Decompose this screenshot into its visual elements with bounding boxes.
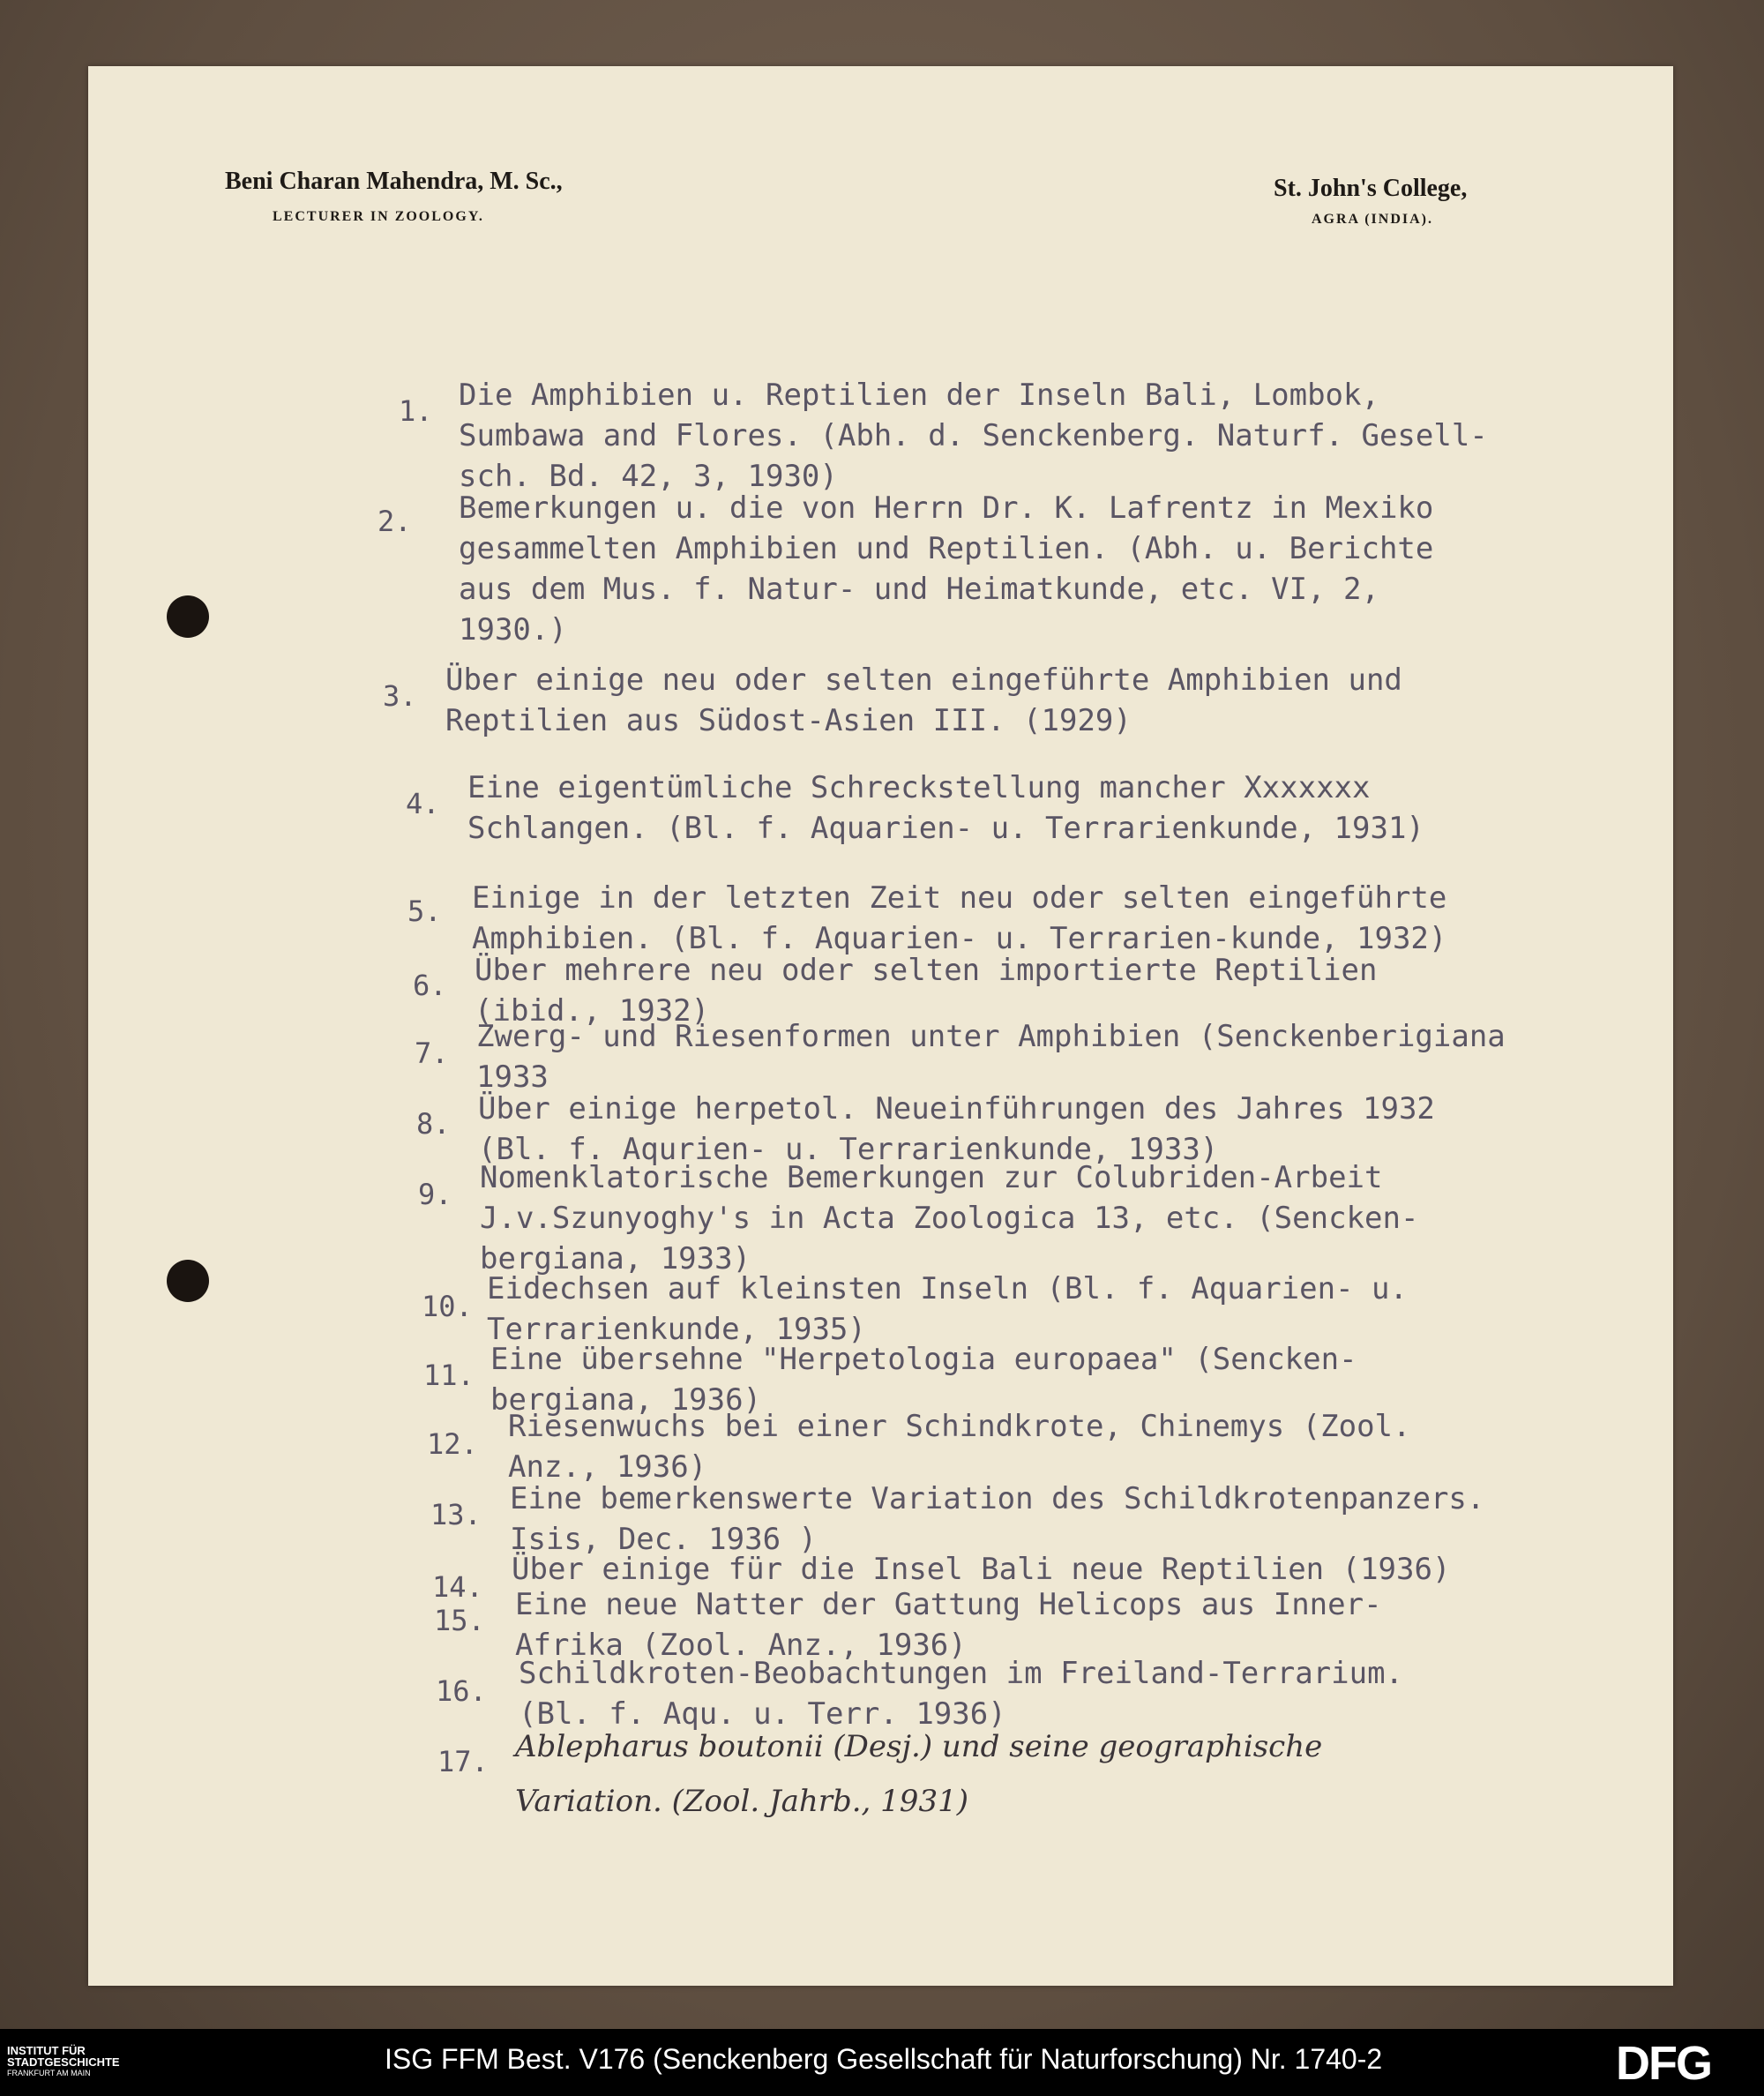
item-text: Die Amphibien u. Reptilien der Inseln Bali, Lombok, Sumbawa and Flores. (Abh. d. Senckenberg. Naturf. Gesell- sch. Bd. 42, 3, 1930) [459, 378, 1488, 494]
item-text: Eine eigentümliche Schreckstellung mancher Xxxxxxx Schlangen. (Bl. f. Aquarien- u. Terrarienkunde, 1931) [467, 770, 1424, 846]
item-number: 12. [427, 1427, 478, 1461]
item-number: 4. [406, 787, 440, 820]
handwritten-entry-line: Ablepharus boutonii (Desj.) und seine geographische [515, 1729, 1323, 1764]
institute-logo [7, 2045, 120, 2079]
item-number: 5. [407, 895, 442, 928]
letterhead-title: LECTURER IN ZOOLOGY. [273, 209, 484, 224]
item-number: 10. [422, 1290, 473, 1323]
item-number: 13. [430, 1498, 482, 1531]
item-text: Nomenklatorische Bemerkungen zur Colubriden-Arbeit J.v.Szunyoghy's in Acta Zoologica 13, etc. (Sencken- bergiana, 1933) [480, 1160, 1419, 1276]
letterhead-place: AGRA (INDIA). [1312, 212, 1433, 227]
item-text: Zwerg- und Riesenformen unter Amphibien (Senckenberigiana 1933 [476, 1019, 1506, 1095]
item-number: 1. [399, 394, 433, 428]
item-text: Bemerkungen u. die von Herrn Dr. K. Lafrentz in Mexiko gesammelten Amphibien und Reptilien. (Abh. u. Berichte aus dem Mus. f. Natur- und Heimatkunde, etc. VI, 2, 1930.) [459, 490, 1434, 648]
item-text: Über mehrere neu oder selten importierte Reptilien (ibid., 1932) [475, 953, 1378, 1029]
item-text: Über einige für die Insel Bali neue Reptilien (1936) [512, 1552, 1451, 1587]
item-text: Schildkroten-Beobachtungen im Freiland-Terrarium. (Bl. f. Aqu. u. Terr. 1936) [519, 1656, 1404, 1732]
archive-footer [0, 2029, 1764, 2096]
item-text: Eine bemerkenswerte Variation des Schildkrotenpanzers. Isis, Dec. 1936 ) [510, 1481, 1485, 1557]
punch-hole-top [167, 595, 209, 638]
item-text: Über einige herpetol. Neueinführungen des Jahres 1932 (Bl. f. Aqurien- u. Terrarienkunde, 1933) [478, 1091, 1435, 1167]
item-number: 15. [434, 1604, 485, 1637]
item-text: Einige in der letzten Zeit neu oder selten eingeführte Amphibien. (Bl. f. Aquarien- u. Terrarien-kunde, 1932) [472, 880, 1447, 956]
item-number: 3. [383, 679, 417, 713]
item-number: 11. [423, 1359, 475, 1392]
item-number: 9. [418, 1178, 452, 1211]
letterhead-college: St. John's College, [1274, 175, 1468, 202]
handwritten-entry-line: Variation. (Zool. Jahrb., 1931) [515, 1784, 968, 1819]
dfg-logo: DFG [1616, 2037, 1711, 2090]
item-number: 7. [415, 1037, 449, 1070]
letterhead-name: Beni Charan Mahendra, M. Sc., [225, 168, 563, 195]
item-number: 2. [377, 505, 412, 538]
item-text: Eine neue Natter der Gattung Helicops aus Inner- Afrika (Zool. Anz., 1936) [515, 1587, 1382, 1663]
item-text: Riesenwuchs bei einer Schindkrote, Chinemys (Zool. Anz., 1936) [508, 1409, 1411, 1485]
item-number: 6. [413, 969, 447, 1002]
institute-logo-line: INSTITUT FÜR [7, 2044, 86, 2057]
item-text: Eidechsen auf kleinsten Inseln (Bl. f. Aquarien- u. Terrarienkunde, 1935) [487, 1271, 1408, 1347]
item-text: Über einige neu oder selten eingeführte Amphibien und Reptilien aus Südost-Asien III. (1929) [445, 662, 1402, 738]
item-number: 14. [432, 1570, 483, 1604]
institute-logo-line: FRANKFURT AM MAIN [7, 2069, 91, 2077]
punch-hole-bottom [167, 1260, 209, 1302]
item-text: Eine übersehne "Herpetologia europaea" (Sencken- bergiana, 1936) [490, 1342, 1357, 1418]
institute-logo-line: STADTGESCHICHTE [7, 2055, 120, 2069]
item-number: 8. [416, 1107, 451, 1141]
item-number: 16. [436, 1674, 487, 1708]
item-number: 17. [437, 1745, 489, 1778]
archive-caption: ISG FFM Best. V176 (Senckenberg Gesellschaft für Naturforschung) Nr. 1740-2 [385, 2043, 1383, 2075]
